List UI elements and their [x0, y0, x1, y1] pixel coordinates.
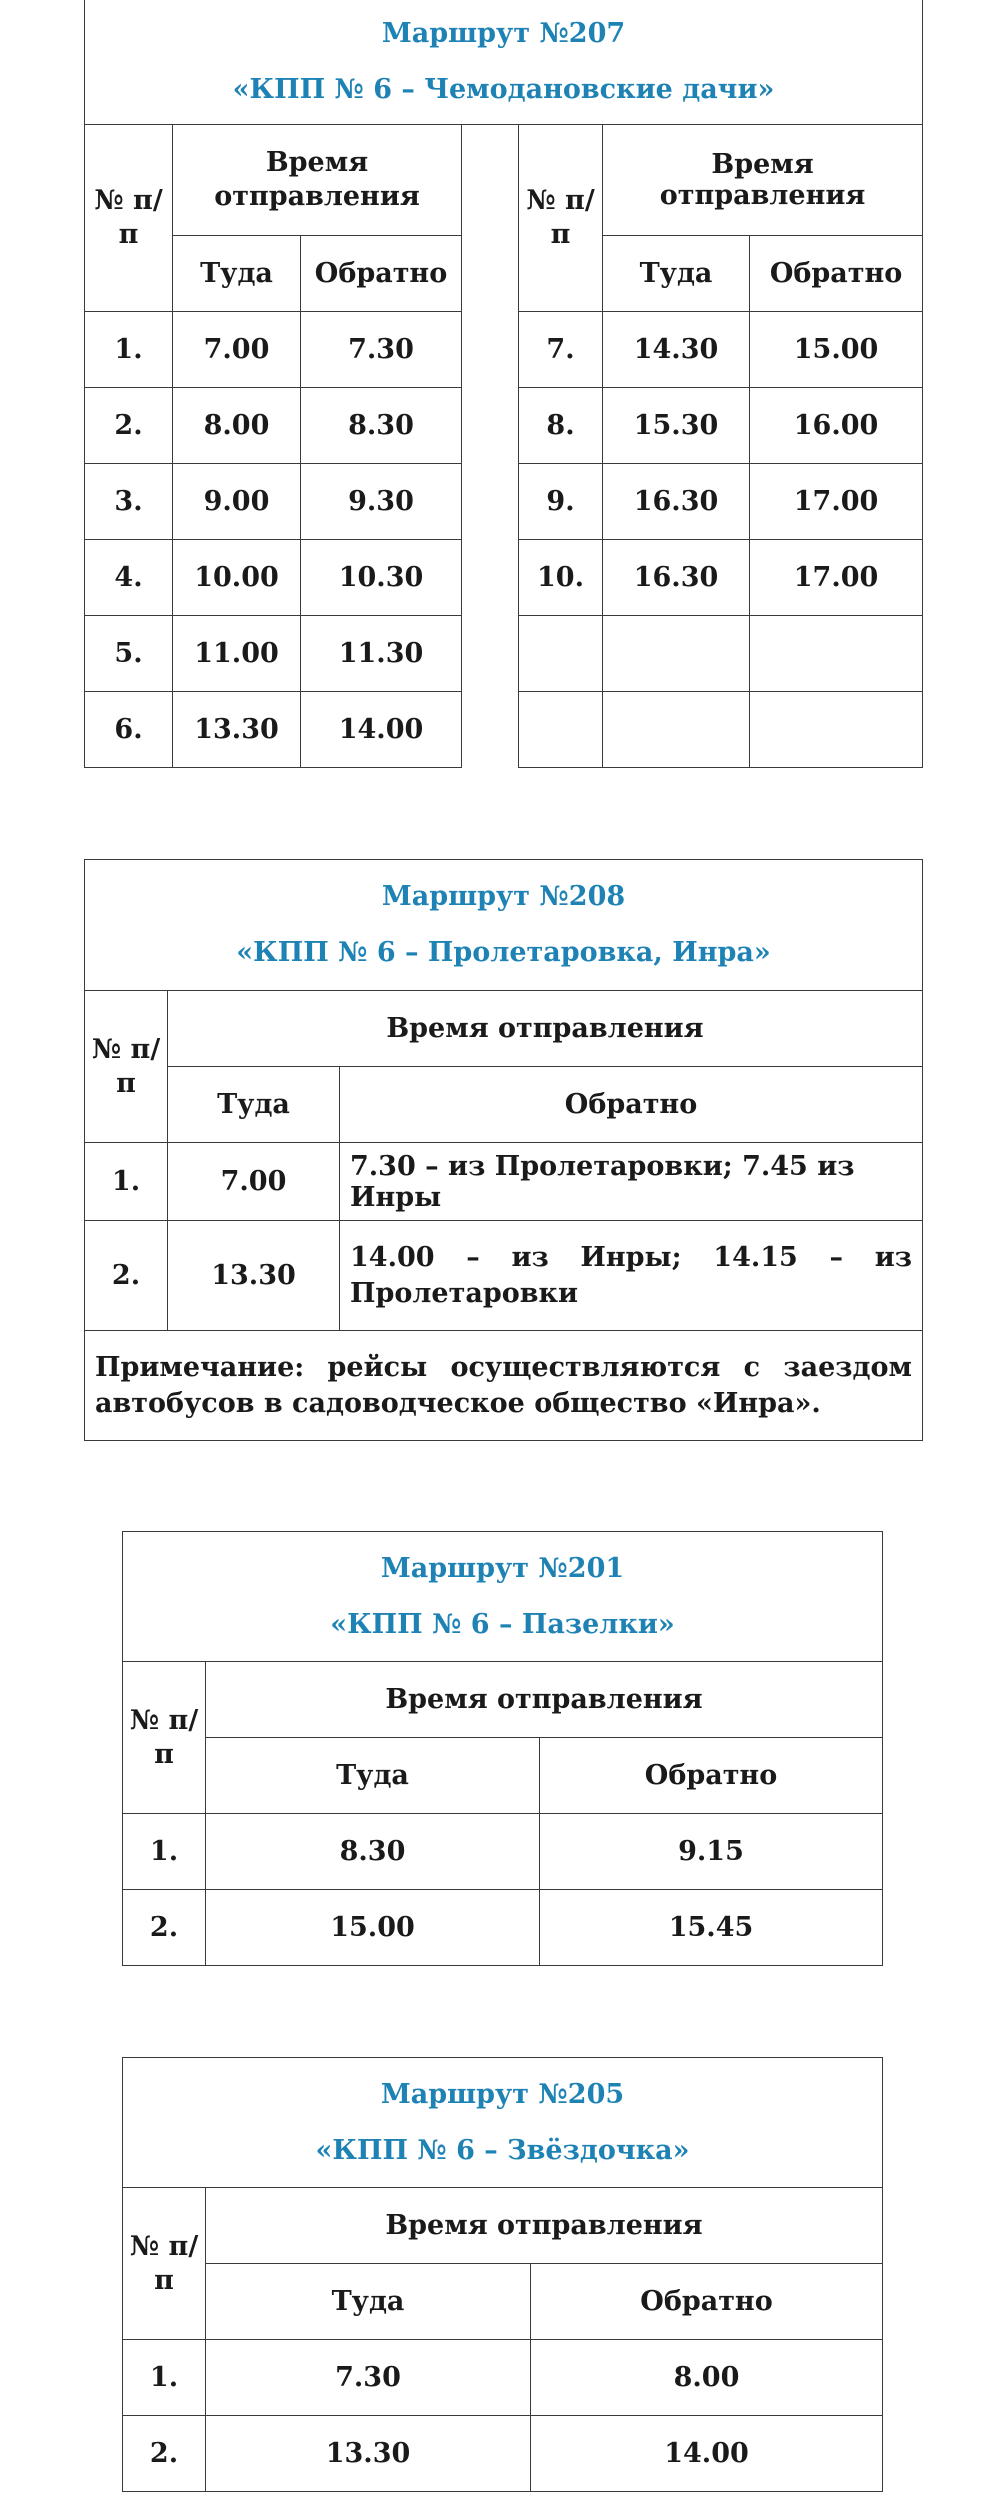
table-cell-there: 16.30 [603, 540, 750, 616]
table-cell-back: 16.00 [750, 388, 923, 464]
route-208-header [85, 860, 923, 991]
table-cell-there: 13.30 [173, 692, 301, 768]
route-208-title: Маршрут №208 [381, 881, 626, 912]
table-cell-there: 9.00 [173, 464, 301, 540]
table-cell-there: 10.00 [173, 540, 301, 616]
route-205-table [122, 2057, 883, 2492]
route-207-col-there-right: Туда [603, 236, 750, 312]
route-201-col-there: Туда [206, 1738, 540, 1814]
route-201-header [123, 1532, 883, 1662]
route-208-table [84, 859, 923, 1441]
table-row-num: 4. [85, 540, 173, 616]
route-207-col-num: № п/п [85, 125, 173, 312]
route-207-col-num-right: № п/п [519, 125, 603, 312]
route-201-subtitle: «КПП № 6 – Пазелки» [330, 1608, 675, 1640]
route-207-col-time-right: Время отправления [603, 125, 923, 236]
table-cell-back: 9.15 [540, 1814, 883, 1890]
table-cell-back: 15.45 [540, 1890, 883, 1966]
table-empty-cell [750, 616, 923, 692]
route-201-table [122, 1531, 883, 1966]
table-row-num: 10. [519, 540, 603, 616]
table-cell-there: 7.00 [173, 312, 301, 388]
table-row-num: 2. [123, 1890, 206, 1966]
route-205-col-time: Время отправления [206, 2188, 883, 2264]
table-cell-there: 11.00 [173, 616, 301, 692]
route-207-col-back-right: Обратно [750, 236, 923, 312]
table-row-num: 9. [519, 464, 603, 540]
table-empty-cell [519, 616, 603, 692]
table-row-num: 3. [85, 464, 173, 540]
table-empty-cell [519, 692, 603, 768]
route-201-title: Маршрут №201 [380, 1552, 625, 1584]
table-row-num: 8. [519, 388, 603, 464]
table-cell-back: 14.00 [531, 2416, 883, 2492]
table-row-num: 1. [123, 1814, 206, 1890]
table-row-num: 2. [85, 388, 173, 464]
table-row-num: 2. [85, 1221, 168, 1331]
route-207-subtitle: «КПП № 6 – Чемодановские дачи» [232, 73, 775, 105]
table-row-num: 5. [85, 616, 173, 692]
table-cell-there: 13.30 [206, 2416, 531, 2492]
table-cell-back: 14.00 [301, 692, 462, 768]
table-cell-back: 9.30 [301, 464, 462, 540]
table-cell-there: 14.30 [603, 312, 750, 388]
table-cell-back: 11.30 [301, 616, 462, 692]
route-207-col-back: Обратно [301, 236, 462, 312]
table-cell-back: 17.00 [750, 464, 923, 540]
table-cell-back: 15.00 [750, 312, 923, 388]
table-row-num: 1. [123, 2340, 206, 2416]
table-cell-there: 8.30 [206, 1814, 540, 1890]
route-207-col-there: Туда [173, 236, 301, 312]
table-cell-back: 8.30 [301, 388, 462, 464]
route-207-header [85, 0, 923, 125]
table-cell-there: 8.00 [173, 388, 301, 464]
table-cell-there: 15.00 [206, 1890, 540, 1966]
route-205-col-back: Обратно [531, 2264, 883, 2340]
table-cell-there: 16.30 [603, 464, 750, 540]
table-empty-cell [750, 692, 923, 768]
route-208-col-there: Туда [168, 1067, 340, 1143]
table-cell-there: 13.30 [168, 1221, 340, 1331]
route-207-gap [462, 125, 519, 768]
table-row-num: 6. [85, 692, 173, 768]
table-row-num: 1. [85, 1143, 168, 1221]
table-cell-back: 7.30 [301, 312, 462, 388]
table-row-num: 2. [123, 2416, 206, 2492]
table-cell-back: 14.00 – из Инры; 14.15 – из Пролетаровки [340, 1221, 923, 1331]
table-cell-back: 8.00 [531, 2340, 883, 2416]
route-205-col-num: № п/п [123, 2188, 206, 2340]
route-208-col-back: Обратно [340, 1067, 923, 1143]
route-207-title: Маршрут №207 [381, 17, 626, 49]
table-cell-there: 7.00 [168, 1143, 340, 1221]
route-207-col-time: Время отправления [173, 125, 462, 236]
route-201-col-time: Время отправления [206, 1662, 883, 1738]
table-cell-there: 7.30 [206, 2340, 531, 2416]
route-201-col-back: Обратно [540, 1738, 883, 1814]
table-cell-back: 17.00 [750, 540, 923, 616]
route-205-col-there: Туда [206, 2264, 531, 2340]
table-empty-cell [603, 616, 750, 692]
table-empty-cell [603, 692, 750, 768]
route-205-subtitle: «КПП № 6 – Звёздочка» [315, 2134, 690, 2166]
table-cell-back: 10.30 [301, 540, 462, 616]
table-row-num: 1. [85, 312, 173, 388]
route-208-subtitle: «КПП № 6 – Пролетаровка, Инра» [236, 937, 771, 968]
route-205-title: Маршрут №205 [380, 2078, 625, 2110]
table-row-num: 7. [519, 312, 603, 388]
route-201-col-num: № п/п [123, 1662, 206, 1814]
route-207-table [84, 0, 923, 768]
table-cell-there: 15.30 [603, 388, 750, 464]
route-208-note: Примечание: рейсы осуществляются с заездом автобусов в садоводческое общество «Инра». [85, 1331, 923, 1441]
route-208-col-num: № п/п [85, 991, 168, 1143]
route-208-col-time: Время отправления [168, 991, 923, 1067]
route-205-header [123, 2058, 883, 2188]
table-cell-back: 7.30 – из Пролетаровки; 7.45 из Инры [340, 1143, 923, 1221]
